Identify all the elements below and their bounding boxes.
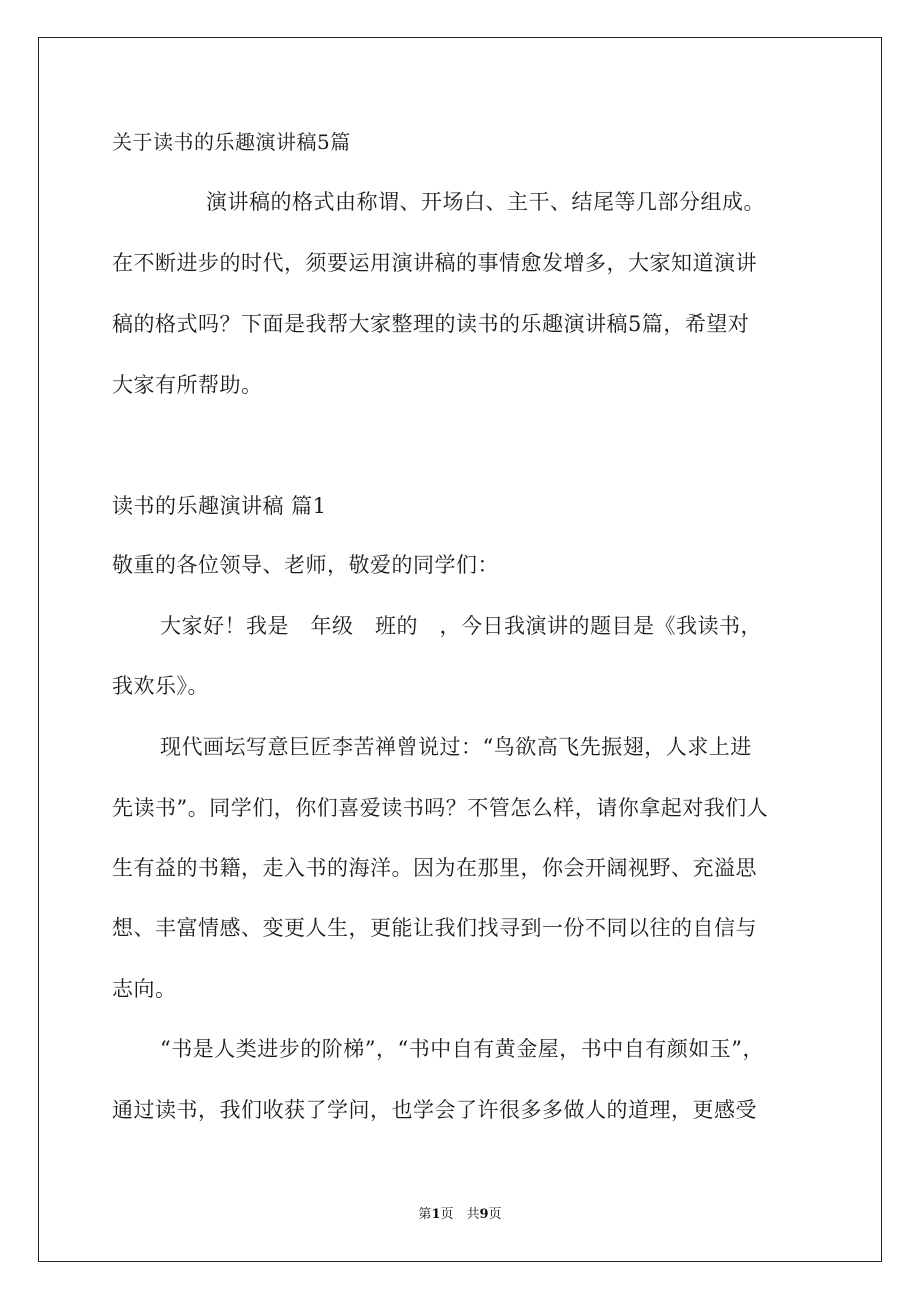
intro-line-2: 在不断进步的时代，须要运用演讲稿的事情愈发增多，大家知道演讲 [112, 251, 757, 275]
salutation: 敬重的各位领导、老师，敬爱的同学们： [112, 553, 499, 577]
footer-current-page: 1 [431, 1207, 441, 1222]
body-line-5: 生有益的书籍，走入书的海洋。因为在那里，你会开阔视野、充溢思 [112, 856, 757, 880]
body-line-2: 我欢乐》。 [112, 674, 209, 698]
section-heading: 读书的乐趣演讲稿 篇1 [112, 494, 327, 518]
page-footer [0, 1206, 920, 1224]
intro-line-3: 稿的格式吗？下面是我帮大家整理的读书的乐趣演讲稿5篇，希望对 [112, 312, 750, 336]
body-line-3: 现代画坛写意巨匠李苦禅曾说过：“鸟欲高飞先振翅，人求上进 [160, 735, 752, 759]
body-line-4: 先读书”。同学们，你们喜爱读书吗？不管怎么样，请你拿起对我们人 [112, 796, 769, 820]
body-line-8: “书是人类进步的阶梯”，“书中自有黄金屋，书中自有颜如玉”， [160, 1037, 764, 1061]
footer-middle: 页 共 [440, 1207, 480, 1222]
body-line-7: 志向。 [112, 977, 177, 1001]
footer-suffix: 页 [488, 1207, 502, 1222]
page-border [38, 37, 882, 1262]
footer-total-pages: 9 [479, 1207, 489, 1222]
document-title: 关于读书的乐趣演讲稿5篇 [112, 130, 351, 154]
body-line-6: 想、丰富情感、变更人生，更能让我们找寻到一份不同以往的自信与 [112, 916, 757, 940]
body-line-1: 大家好！我是 年级 班的 ，今日我演讲的题目是《我读书， [160, 614, 762, 638]
intro-line-4: 大家有所帮助。 [112, 373, 263, 397]
intro-line-1: 演讲稿的格式由称谓、开场白、主干、结尾等几部分组成。 [206, 190, 765, 214]
footer-prefix: 第 [418, 1207, 432, 1222]
body-line-9: 通过读书，我们收获了学问，也学会了许很多多做人的道理，更感受 [112, 1098, 757, 1122]
